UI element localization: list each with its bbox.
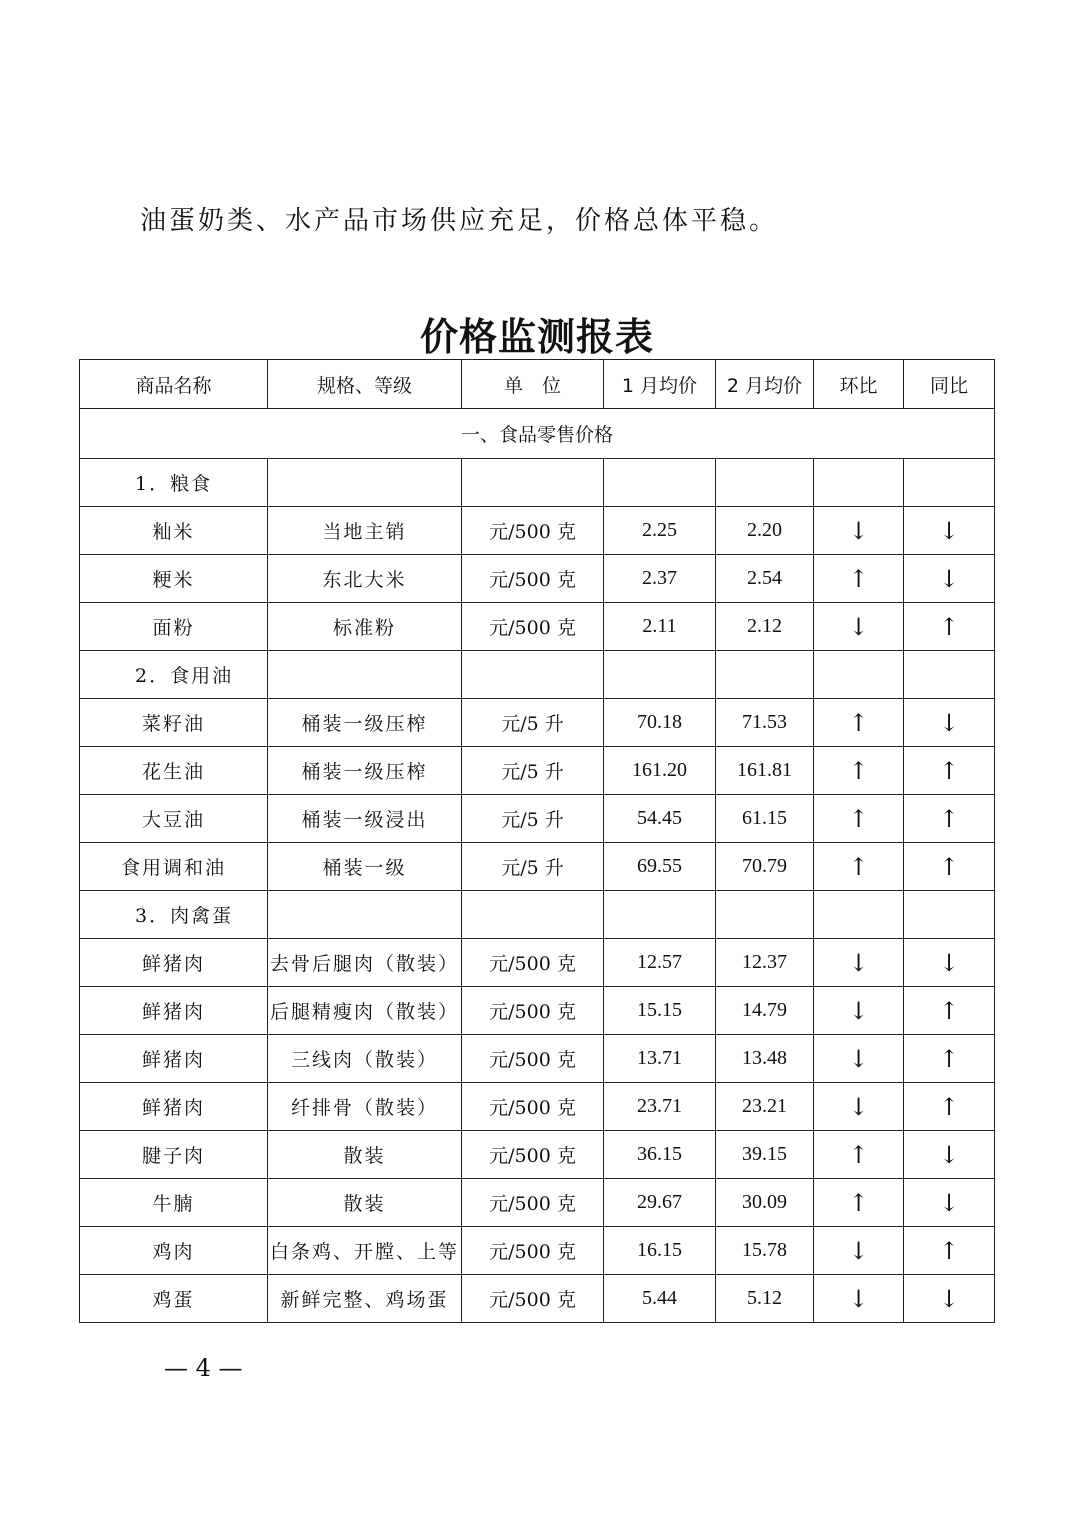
cell-unit: 元/500 克 <box>462 1131 604 1179</box>
empty-cell <box>814 459 904 507</box>
header-product-name: 商品名称 <box>80 360 268 409</box>
empty-cell <box>462 651 604 699</box>
cell-feb-price: 15.78 <box>716 1227 814 1275</box>
cell-jan-price: 36.15 <box>604 1131 716 1179</box>
cell-spec: 纤排骨（散装） <box>268 1083 462 1131</box>
empty-cell <box>268 459 462 507</box>
cell-spec: 桶装一级压榨 <box>268 747 462 795</box>
cell-spec: 桶装一级 <box>268 843 462 891</box>
cell-yoy-arrow: ↓ <box>904 555 995 603</box>
cell-feb-price: 70.79 <box>716 843 814 891</box>
cell-yoy-arrow: ↓ <box>904 1275 995 1323</box>
table-row <box>80 1227 995 1275</box>
category-label: 3．肉禽蛋 <box>80 891 268 939</box>
cell-unit: 元/500 克 <box>462 555 604 603</box>
table-row <box>80 747 995 795</box>
cell-yoy-arrow: ↑ <box>904 1035 995 1083</box>
table-title: 价格监测报表 <box>419 315 654 359</box>
cell-unit: 元/5 升 <box>462 747 604 795</box>
cell-spec: 桶装一级浸出 <box>268 795 462 843</box>
cell-yoy-arrow: ↓ <box>904 699 995 747</box>
empty-cell <box>814 891 904 939</box>
empty-cell <box>462 459 604 507</box>
header-mom: 环比 <box>814 360 904 409</box>
cell-yoy-arrow: ↑ <box>904 747 995 795</box>
cell-feb-price: 71.53 <box>716 699 814 747</box>
cell-feb-price: 2.54 <box>716 555 814 603</box>
cell-feb-price: 2.20 <box>716 507 814 555</box>
category-label: 2．食用油 <box>80 651 268 699</box>
cell-mom-arrow: ↑ <box>814 1131 904 1179</box>
cell-unit: 元/5 升 <box>462 699 604 747</box>
table-row <box>80 507 995 555</box>
header-row <box>80 360 995 409</box>
cell-feb-price: 13.48 <box>716 1035 814 1083</box>
cell-mom-arrow: ↓ <box>814 1227 904 1275</box>
section-row <box>80 409 995 459</box>
header-spec: 规格、等级 <box>268 360 462 409</box>
cell-yoy-arrow: ↓ <box>904 1131 995 1179</box>
header-unit: 单 位 <box>462 360 604 409</box>
cell-jan-price: 29.67 <box>604 1179 716 1227</box>
price-monitoring-table <box>79 359 995 1323</box>
table-row <box>80 555 995 603</box>
cell-yoy-arrow: ↓ <box>904 939 995 987</box>
cell-spec: 桶装一级压榨 <box>268 699 462 747</box>
cell-jan-price: 5.44 <box>604 1275 716 1323</box>
cell-product-name: 鸡肉 <box>80 1227 268 1275</box>
cell-yoy-arrow: ↑ <box>904 603 995 651</box>
cell-unit: 元/500 克 <box>462 1179 604 1227</box>
cell-product-name: 牛腩 <box>80 1179 268 1227</box>
cell-feb-price: 2.12 <box>716 603 814 651</box>
cell-feb-price: 39.15 <box>716 1131 814 1179</box>
cell-feb-price: 23.21 <box>716 1083 814 1131</box>
cell-jan-price: 161.20 <box>604 747 716 795</box>
empty-cell <box>604 459 716 507</box>
empty-cell <box>268 891 462 939</box>
cell-mom-arrow: ↓ <box>814 1275 904 1323</box>
cell-jan-price: 69.55 <box>604 843 716 891</box>
cell-mom-arrow: ↓ <box>814 507 904 555</box>
cell-unit: 元/500 克 <box>462 507 604 555</box>
empty-cell <box>814 651 904 699</box>
cell-product-name: 花生油 <box>80 747 268 795</box>
cell-mom-arrow: ↓ <box>814 603 904 651</box>
cell-spec: 新鲜完整、鸡场蛋 <box>268 1275 462 1323</box>
cell-feb-price: 12.37 <box>716 939 814 987</box>
cell-spec: 后腿精瘦肉（散装） <box>268 987 462 1035</box>
cell-mom-arrow: ↓ <box>814 987 904 1035</box>
cell-feb-price: 61.15 <box>716 795 814 843</box>
cell-mom-arrow: ↑ <box>814 555 904 603</box>
cell-spec: 东北大米 <box>268 555 462 603</box>
intro-paragraph: 油蛋奶类、水产品市场供应充足，价格总体平稳。 <box>140 206 779 236</box>
cell-unit: 元/500 克 <box>462 1275 604 1323</box>
section-title: 一、食品零售价格 <box>80 409 995 459</box>
cell-yoy-arrow: ↓ <box>904 1179 995 1227</box>
table-row <box>80 1131 995 1179</box>
cell-yoy-arrow: ↑ <box>904 795 995 843</box>
cell-spec: 当地主销 <box>268 507 462 555</box>
cell-product-name: 籼米 <box>80 507 268 555</box>
table-row <box>80 795 995 843</box>
cell-jan-price: 16.15 <box>604 1227 716 1275</box>
cell-product-name: 粳米 <box>80 555 268 603</box>
empty-cell <box>716 891 814 939</box>
cell-product-name: 鲜猪肉 <box>80 1083 268 1131</box>
cell-jan-price: 13.71 <box>604 1035 716 1083</box>
cell-jan-price: 12.57 <box>604 939 716 987</box>
cell-unit: 元/5 升 <box>462 795 604 843</box>
category-row <box>80 459 995 507</box>
table-row <box>80 843 995 891</box>
category-label: 1．粮食 <box>80 459 268 507</box>
cell-jan-price: 23.71 <box>604 1083 716 1131</box>
cell-jan-price: 54.45 <box>604 795 716 843</box>
cell-product-name: 食用调和油 <box>80 843 268 891</box>
cell-spec: 标准粉 <box>268 603 462 651</box>
cell-unit: 元/5 升 <box>462 843 604 891</box>
cell-feb-price: 161.81 <box>716 747 814 795</box>
cell-spec: 散装 <box>268 1131 462 1179</box>
table-row <box>80 603 995 651</box>
empty-cell <box>716 651 814 699</box>
table-row <box>80 987 995 1035</box>
cell-spec: 散装 <box>268 1179 462 1227</box>
table-row <box>80 1179 995 1227</box>
cell-unit: 元/500 克 <box>462 939 604 987</box>
cell-spec: 白条鸡、开膛、上等 <box>268 1227 462 1275</box>
cell-mom-arrow: ↑ <box>814 795 904 843</box>
cell-mom-arrow: ↓ <box>814 1035 904 1083</box>
cell-mom-arrow: ↓ <box>814 939 904 987</box>
cell-mom-arrow: ↑ <box>814 1179 904 1227</box>
cell-yoy-arrow: ↑ <box>904 1227 995 1275</box>
cell-spec: 去骨后腿肉（散装） <box>268 939 462 987</box>
cell-jan-price: 2.11 <box>604 603 716 651</box>
cell-jan-price: 2.37 <box>604 555 716 603</box>
empty-cell <box>268 651 462 699</box>
empty-cell <box>904 891 995 939</box>
empty-cell <box>716 459 814 507</box>
cell-unit: 元/500 克 <box>462 1083 604 1131</box>
cell-yoy-arrow: ↑ <box>904 843 995 891</box>
cell-feb-price: 14.79 <box>716 987 814 1035</box>
cell-product-name: 菜籽油 <box>80 699 268 747</box>
cell-mom-arrow: ↑ <box>814 747 904 795</box>
table-row <box>80 1275 995 1323</box>
category-row <box>80 651 995 699</box>
cell-unit: 元/500 克 <box>462 987 604 1035</box>
cell-product-name: 面粉 <box>80 603 268 651</box>
empty-cell <box>462 891 604 939</box>
table-row <box>80 1083 995 1131</box>
header-jan-price: 1 月均价 <box>604 360 716 409</box>
cell-yoy-arrow: ↓ <box>904 507 995 555</box>
category-row <box>80 891 995 939</box>
header-yoy: 同比 <box>904 360 995 409</box>
cell-yoy-arrow: ↑ <box>904 1083 995 1131</box>
cell-product-name: 鲜猪肉 <box>80 1035 268 1083</box>
cell-mom-arrow: ↓ <box>814 1083 904 1131</box>
empty-cell <box>904 459 995 507</box>
cell-unit: 元/500 克 <box>462 603 604 651</box>
empty-cell <box>904 651 995 699</box>
table-row <box>80 939 995 987</box>
cell-product-name: 腱子肉 <box>80 1131 268 1179</box>
cell-product-name: 大豆油 <box>80 795 268 843</box>
cell-unit: 元/500 克 <box>462 1035 604 1083</box>
cell-feb-price: 5.12 <box>716 1275 814 1323</box>
page-number: — 4 — <box>164 1354 243 1382</box>
cell-yoy-arrow: ↑ <box>904 987 995 1035</box>
cell-jan-price: 15.15 <box>604 987 716 1035</box>
cell-product-name: 鲜猪肉 <box>80 987 268 1035</box>
cell-spec: 三线肉（散装） <box>268 1035 462 1083</box>
cell-jan-price: 2.25 <box>604 507 716 555</box>
cell-mom-arrow: ↑ <box>814 843 904 891</box>
cell-mom-arrow: ↑ <box>814 699 904 747</box>
cell-feb-price: 30.09 <box>716 1179 814 1227</box>
cell-product-name: 鲜猪肉 <box>80 939 268 987</box>
cell-product-name: 鸡蛋 <box>80 1275 268 1323</box>
table-row <box>80 1035 995 1083</box>
empty-cell <box>604 651 716 699</box>
cell-jan-price: 70.18 <box>604 699 716 747</box>
table-row <box>80 699 995 747</box>
header-feb-price: 2 月均价 <box>716 360 814 409</box>
empty-cell <box>604 891 716 939</box>
cell-unit: 元/500 克 <box>462 1227 604 1275</box>
